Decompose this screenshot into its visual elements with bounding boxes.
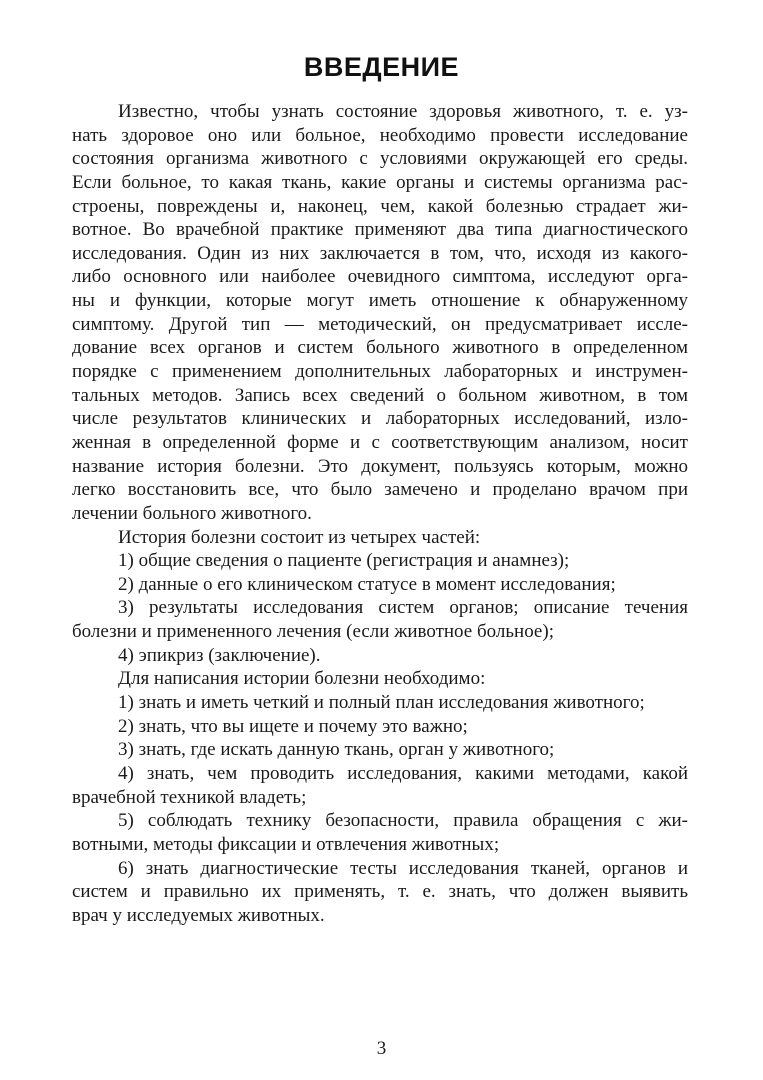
paragraph	[72, 715, 688, 739]
text-line: лечении больного животного.	[72, 502, 312, 524]
text-line: строены, повреждены и, наконец, чем, какой болезнью страдает жи-	[72, 195, 688, 217]
text-line: 6) знать диагностические тесты исследования тканей, органов и	[118, 857, 688, 879]
text-line: История болезни состоит из четырех частей:	[118, 526, 481, 548]
text-line: 2) данные о его клиническом статусе в момент исследования;	[118, 573, 616, 595]
text-line: вотное. Во врачебной практике применяют два типа диагностического	[72, 219, 688, 241]
text-line: 3) знать, где искать данную ткань, орган у животного;	[118, 739, 555, 761]
text-line: тальных методов. Запись всех сведений о больном животном, в том	[72, 384, 688, 406]
paragraph	[72, 573, 688, 597]
text-line: 4) знать, чем проводить исследования, какими методами, какой	[118, 762, 688, 784]
text-line: дование всех органов и систем больного животного в определенном	[72, 337, 688, 359]
text-line: состояния организма животного с условиями окружающей его среды.	[72, 148, 688, 170]
text-line: Для написания истории болезни необходимо:	[118, 668, 486, 690]
paragraph	[72, 809, 688, 856]
text-line: 1) общие сведения о пациенте (регистрация и анамнез);	[118, 550, 570, 572]
text-line: Если больное, то какая ткань, какие органы и системы организма рас-	[72, 171, 688, 193]
text-line: 5) соблюдать технику безопасности, правила обращения с жи-	[118, 810, 688, 832]
paragraph	[72, 691, 688, 715]
text-line: врачебной техникой владеть;	[72, 786, 307, 808]
paragraph	[72, 738, 688, 762]
text-line: вотными, методы фиксации и отвлечения животных;	[72, 833, 500, 855]
paragraph	[72, 857, 688, 928]
paragraph	[72, 667, 688, 691]
text-line: исследования. Один из них заключается в том, что, исходя из какого-	[72, 242, 688, 264]
body-text	[72, 100, 688, 927]
text-line: 2) знать, что вы ищете и почему это важно;	[118, 715, 468, 737]
text-line: Известно, чтобы узнать состояние здоровья животного, т. е. уз-	[118, 101, 688, 122]
page-number: 3	[376, 1038, 387, 1059]
text-line: порядке с применением дополнительных лабораторных и инструмен-	[72, 361, 688, 383]
text-line: название история болезни. Это документ, пользуясь которым, можно	[72, 455, 688, 477]
text-line: 1) знать и иметь четкий и полный план исследования животного;	[118, 692, 645, 714]
text-line: 4) эпикриз (заключение).	[118, 644, 321, 666]
text-line: систем и правильно их применять, т. е. знать, что должен выявить	[72, 881, 688, 903]
text-line: числе результатов клинических и лабораторных исследований, изло-	[72, 408, 688, 430]
text-line: врач у исследуемых животных.	[72, 904, 325, 926]
text-line: либо основного или наиболее очевидного симптома, исследуют орга-	[72, 266, 688, 288]
text-line: легко восстановить все, что было замечено и проделано врачом при	[72, 479, 688, 501]
paragraph	[72, 762, 688, 809]
text-line: симптому. Другой тип — методический, он предусматривает иссле-	[72, 313, 688, 335]
text-line: ны и функции, которые могут иметь отношение к обнаруженному	[72, 290, 688, 312]
text-line: женная в определенной форме и с соответствующим анализом, носит	[72, 431, 688, 453]
paragraph	[72, 100, 688, 526]
text-line: нать здоровое оно или больное, необходимо провести исследование	[72, 124, 688, 146]
paragraph	[72, 549, 688, 573]
page-title: ВВЕДЕНИЕ	[303, 52, 460, 82]
paragraph	[72, 596, 688, 643]
text-line: 3) результаты исследования систем органов; описание течения	[118, 597, 688, 619]
paragraph	[72, 526, 688, 550]
text-line: болезни и примененного лечения (если животное больное);	[72, 621, 554, 643]
paragraph	[72, 644, 688, 668]
